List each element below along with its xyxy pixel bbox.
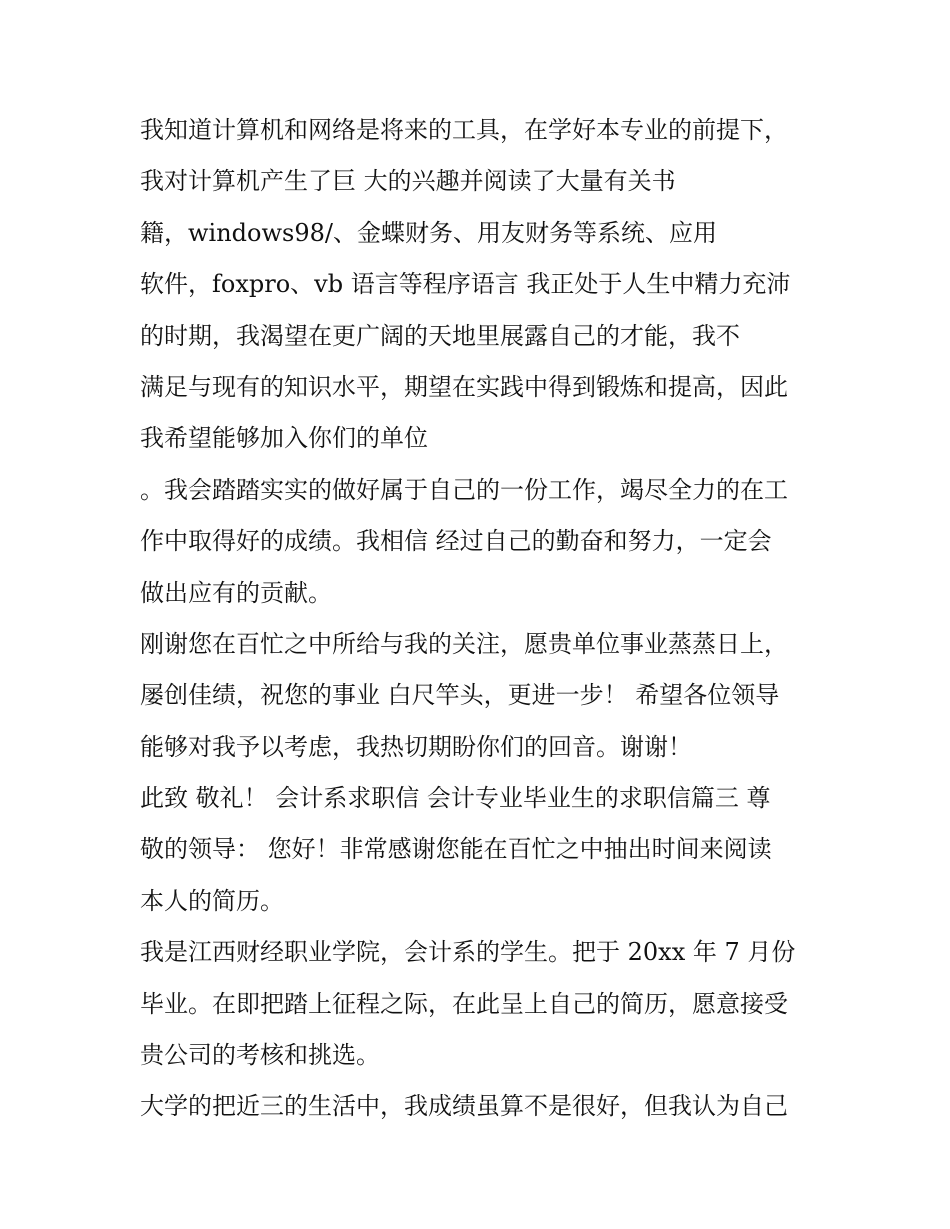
text-line: 敬的领导： 您好！非常感谢您能在百忙之中抽出时间来阅读 bbox=[140, 835, 772, 864]
text-line: 刚谢您在百忙之中所给与我的关注，愿贵单位事业蒸蒸日上， bbox=[140, 629, 788, 658]
text-line: 能够对我予以考虑，我热切期盼你们的回音。谢谢！ bbox=[140, 732, 692, 761]
text-line: 籍，windows98/、金蝶财务、用友财务等系统、应用 bbox=[140, 218, 717, 247]
text-line: 做出应有的贡献。 bbox=[140, 578, 332, 607]
text-line: 屡创佳绩，祝您的事业 白尺竿头，更进一步！ 希望各位领导 bbox=[140, 681, 780, 710]
text-line: 我希望能够加入你们的单位 bbox=[140, 424, 428, 453]
text-line: 大学的把近三的生活中，我成绩虽算不是很好，但我认为自己 bbox=[140, 1092, 788, 1121]
text-line: 我知道计算机和网络是将来的工具，在学好本专业的前提下， bbox=[140, 116, 788, 144]
document-body bbox=[140, 108, 830, 1136]
text-line: 贵公司的考核和挑选。 bbox=[140, 1041, 380, 1070]
text-line: 作中取得好的成绩。我相信 经过自己的勤奋和努力，一定会 bbox=[140, 527, 772, 556]
text-line: 软件，foxpro、vb 语言等程序语言 我正处于人生中精力充沛 bbox=[140, 270, 791, 299]
text-line: 此致 敬礼！ 会计系求职信 会计专业毕业生的求职信篇三 尊 bbox=[140, 784, 771, 813]
text-line: 毕业。在即把踏上征程之际，在此呈上自己的简历，愿意接受 bbox=[140, 989, 788, 1018]
text-line: 本人的简历。 bbox=[140, 886, 284, 915]
text-line: 满足与现有的知识水平，期望在实践中得到锻炼和提高，因此 bbox=[140, 372, 788, 401]
text-line: 我对计算机产生了巨 大的兴趣并阅读了大量有关书 bbox=[140, 167, 676, 196]
text-line: 的时期，我渴望在更广阔的天地里展露自己的才能，我不 bbox=[140, 321, 740, 350]
text-line: 我是江西财经职业学院，会计系的学生。把于 20xx 年 7 月份 bbox=[140, 938, 796, 967]
text-line: 。我会踏踏实实的做好属于自己的一份工作，竭尽全力的在工 bbox=[140, 475, 788, 504]
